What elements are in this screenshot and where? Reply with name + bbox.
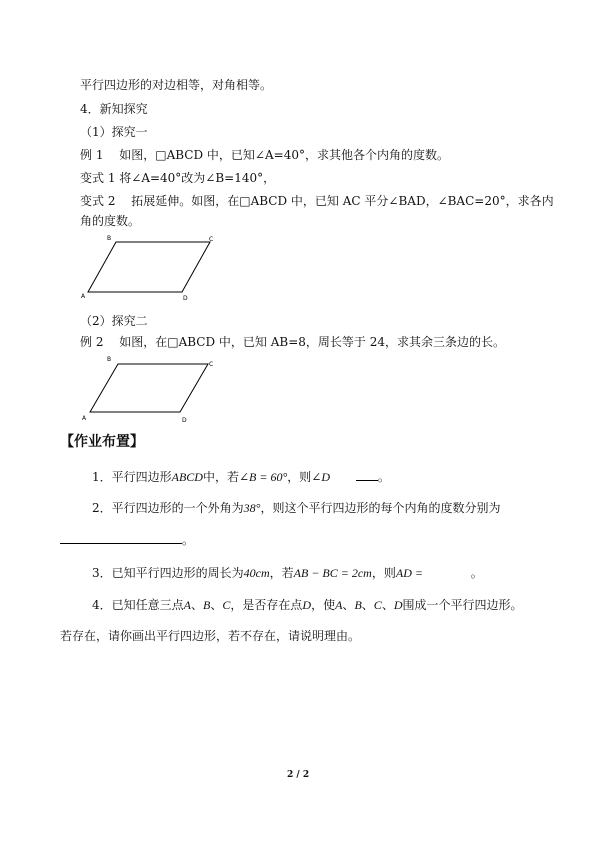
q4-text-a: 4．已知任意三点 (92, 598, 184, 612)
q1-answer-blank[interactable] (356, 469, 378, 481)
q2-math-angle: 38° (243, 501, 261, 515)
q1-text-c: ，则 (287, 470, 312, 484)
parallelogram-figure-1 (80, 232, 230, 304)
q2-text-a: 2．平行四边形的一个外角为 (92, 501, 244, 515)
text-line-4: 例 1 如图，□ABCD 中，已知∠A=40°，求其他各个内角的度数。 (80, 148, 449, 162)
q3-answer-blank[interactable] (431, 565, 471, 577)
q1-math-angle-d: ∠D (311, 470, 331, 484)
vertex-label-c: C (209, 361, 214, 368)
q2-text-b: ，则这个平行四边形的每个内角的度数分别为 (260, 501, 501, 515)
q3-text-c: ，则 (371, 566, 396, 580)
parallelogram-shape (90, 364, 208, 412)
q3-math-perimeter: 40cm (243, 566, 270, 580)
q4-math-c: C (222, 598, 231, 612)
q1-math-abcd: ABCD (171, 470, 203, 484)
vertex-label-b: B (107, 235, 112, 242)
q3-math-difference: AB − BC = 2cm (293, 566, 372, 580)
vertex-label-d: D (182, 417, 187, 424)
q4-math-b2: B (354, 598, 362, 612)
q4-text-c: ，使 (311, 598, 336, 612)
text-line-5: 变式 1 将∠A=40°改为∠B=140°， (80, 171, 276, 185)
q4-sep-5: 、 (381, 598, 394, 612)
q2-text-end: 。 (182, 533, 195, 547)
q4-math-a: A (183, 598, 191, 612)
q4-sep-1: 、 (190, 598, 203, 612)
vertex-label-d: D (183, 295, 188, 302)
q4-sep-2: 、 (210, 598, 223, 612)
homework-q2-blank-line (60, 532, 194, 548)
vertex-label-c: C (209, 236, 214, 243)
q4-sep-4: 、 (361, 598, 374, 612)
q3-text-d: 。 (470, 566, 483, 580)
homework-q4 (92, 597, 523, 613)
q3-math-ad: AD = (395, 566, 423, 580)
q1-text-b: 中，若 (202, 470, 239, 484)
vertex-label-a: A (81, 293, 86, 300)
homework-q4-continuation: 若存在，请你画出平行四边形，若不存在，请说明理由。 (60, 629, 361, 643)
q4-math-d: D (302, 598, 312, 612)
q4-math-c2: C (373, 598, 382, 612)
parallelogram-shape (88, 242, 210, 292)
vertex-label-b: B (107, 356, 112, 363)
q1-text-a: 1．平行四边形 (92, 470, 172, 484)
text-line-6: 变式 2 拓展延伸。如图，在□ABCD 中，已知 AC 平分∠BAD，∠BAC=20°，求各内 (80, 194, 554, 208)
text-line-1: 平行四边形的对边相等，对角相等。 (80, 78, 273, 92)
text-line-7: 角的度数。 (80, 214, 141, 228)
parallelogram-figure-2 (80, 352, 230, 424)
q4-math-a2: A (335, 598, 343, 612)
q4-sep-3: 、 (342, 598, 355, 612)
text-line-9: 例 2 如图，在□ABCD 中，已知 AB=8，周长等于 24，求其余三条边的长。 (80, 335, 506, 349)
q4-text-d: 围成一个平行四边形。 (402, 598, 523, 612)
homework-heading: 【作业布置】 (60, 434, 144, 450)
homework-q2 (92, 500, 500, 516)
page-number: 2 / 2 (287, 770, 310, 780)
vertex-label-a: A (82, 415, 87, 422)
q1-math-angle-b: ∠B = 60° (239, 470, 288, 484)
text-line-8: （2）探究二 (80, 314, 148, 328)
q3-text-a: 3．已知平行四边形的周长为 (92, 566, 244, 580)
q2-answer-blank[interactable] (60, 532, 182, 544)
text-line-3: （1）探究一 (80, 125, 148, 139)
homework-q1 (92, 469, 390, 485)
q1-text-d: 。 (377, 470, 390, 484)
homework-q3 (92, 565, 483, 581)
q3-text-b: ，若 (269, 566, 294, 580)
text-line-2: 4．新知探究 (80, 102, 148, 116)
q4-math-b: B (203, 598, 211, 612)
q4-math-d2: D (393, 598, 403, 612)
q4-text-b: ，是否存在点 (230, 598, 303, 612)
